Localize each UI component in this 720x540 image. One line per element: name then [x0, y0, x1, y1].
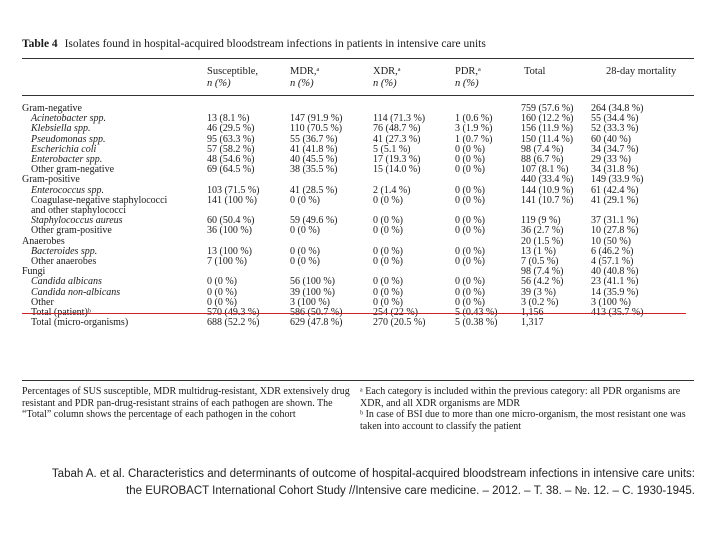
cell-mortality: 10 (50 %) — [591, 236, 631, 247]
cell-mdr — [290, 104, 373, 114]
cell-total: 440 (33.4 %) — [521, 175, 574, 186]
cell-mdr: 586 (50.7 %) — [290, 308, 343, 319]
cell-total — [521, 206, 591, 216]
cell-mortality: 14 (35.9 %) — [591, 287, 639, 298]
cell-pdr: 0 (0 %) — [455, 195, 485, 206]
cell-total: 56 (4.2 %) — [521, 277, 564, 288]
cell-xdr: 0 (0 %) — [373, 257, 403, 268]
col-header-pdr: PDR,ᵃ n (%) — [455, 66, 481, 89]
cell-mdr: 0 (0 %) — [290, 226, 320, 237]
table-label: Table 4 — [22, 38, 58, 50]
cell-total: 141 (10.7 %) — [521, 195, 574, 206]
row-label: Anaerobes — [22, 236, 65, 247]
cell-xdr: 41 (27.3 %) — [373, 134, 421, 145]
cell-susceptible: 57 (58.2 %) — [207, 144, 255, 155]
cell-xdr: 270 (20.5 %) — [373, 318, 426, 329]
cell-pdr: 0 (0 %) — [455, 297, 485, 308]
footnote-right — [360, 386, 694, 432]
cell-susceptible: 0 (0 %) — [207, 287, 237, 298]
footnote-left: Percentages of SUS susceptible, MDR multidrug-resistant, XDR extensively drug resistant and PDR pan-drug-resistant strains of each pathogen are shown. The “Total” column shows the percentage of each pathogen in the cohort — [22, 386, 350, 421]
cell-pdr: 0 (0 %) — [455, 226, 485, 237]
cell-susceptible: 48 (54.6 %) — [207, 155, 255, 166]
cell-mortality: 41 (29.1 %) — [591, 195, 639, 206]
table-row — [22, 226, 694, 236]
cell-pdr: 0 (0 %) — [455, 277, 485, 288]
cell-xdr: 15 (14.0 %) — [373, 165, 421, 176]
cell-mdr: 55 (36.7 %) — [290, 134, 338, 145]
row-label: Candida albicans — [31, 277, 102, 288]
cell-xdr — [373, 206, 455, 216]
col-header-mdr: MDR,ᵃ n (%) — [290, 66, 320, 89]
cell-mdr — [290, 175, 373, 185]
row-label: Pseudomonas spp. — [31, 134, 106, 145]
cell-susceptible: 688 (52.2 %) — [207, 318, 260, 329]
cell-susceptible: 141 (100 %) — [207, 195, 257, 206]
cell-pdr: 0 (0 %) — [455, 144, 485, 155]
cell-mortality: 413 (35.7 %) — [591, 308, 644, 319]
row-label: Klebsiella spp. — [31, 124, 91, 135]
cell-total: 156 (11.9 %) — [521, 124, 574, 135]
cell-total: 1,317 — [521, 318, 544, 329]
table-row — [22, 216, 694, 226]
cell-mdr: 41 (28.5 %) — [290, 185, 338, 196]
col-header-xdr: XDR,ᵃ n (%) — [373, 66, 401, 89]
cell-xdr: 17 (19.3 %) — [373, 155, 421, 166]
cell-pdr — [455, 175, 521, 185]
cell-susceptible: 60 (50.4 %) — [207, 216, 255, 227]
header-rule — [22, 95, 694, 96]
cell-mortality: 37 (31.1 %) — [591, 216, 639, 227]
cell-xdr: 0 (0 %) — [373, 216, 403, 227]
col-header-susceptible: Susceptible, n (%) — [207, 66, 259, 89]
row-label: Total (patient)ᵇ — [31, 308, 91, 319]
cell-mdr: 40 (45.5 %) — [290, 155, 338, 166]
table-row — [22, 247, 694, 257]
cell-total: 36 (2.7 %) — [521, 226, 564, 237]
cell-susceptible: 95 (63.3 %) — [207, 134, 255, 145]
cell-total: 160 (12.2 %) — [521, 114, 574, 125]
footnote-b: ᵇ In case of BSI due to more than one micro-organism, the most resistant one was taken into account to classify the patient — [360, 409, 686, 432]
table-row — [22, 165, 694, 175]
cell-total: 144 (10.9 %) — [521, 185, 574, 196]
cell-mortality: 149 (33.9 %) — [591, 175, 644, 186]
cell-pdr: 0 (0 %) — [455, 185, 485, 196]
cell-mdr: 110 (70.5 %) — [290, 124, 343, 135]
citation: Tabah A. et al. Characteristics and determinants of outcome of hospital-acquired bloodstream infections in intensive care units: the EUROBACT International Cohort Study //Intensive care medicine. – 2012. – Т. 38. – №. 12. – С. 1930-1945. — [51, 468, 695, 497]
cell-mortality: 6 (46.2 %) — [591, 246, 634, 257]
cell-mortality: 29 (33 %) — [591, 155, 631, 166]
table-title — [22, 38, 486, 50]
cell-mdr: 629 (47.8 %) — [290, 318, 343, 329]
table-row — [22, 277, 694, 287]
cell-total: 107 (8.1 %) — [521, 165, 569, 176]
cell-mortality: 4 (57.1 %) — [591, 257, 634, 268]
cell-total: 7 (0.5 %) — [521, 257, 559, 268]
table-row — [22, 175, 694, 185]
fungi-highlight-line — [22, 313, 686, 314]
bottom-rule — [22, 380, 694, 381]
cell-mdr: 39 (100 %) — [290, 287, 335, 298]
cell-mortality: 3 (100 %) — [591, 297, 631, 308]
cell-xdr — [373, 267, 455, 277]
row-label: Gram-positive — [22, 175, 80, 186]
cell-total: 98 (7.4 %) — [521, 267, 564, 278]
row-label: Candida non-albicans — [31, 287, 121, 298]
row-label: Total (micro-organisms) — [31, 318, 129, 329]
cell-xdr: 2 (1.4 %) — [373, 185, 411, 196]
cell-total: 98 (7.4 %) — [521, 144, 564, 155]
cell-xdr: 254 (22 %) — [373, 308, 418, 319]
table-row — [22, 257, 694, 267]
cell-pdr: 0 (0 %) — [455, 165, 485, 176]
cell-mdr: 38 (35.5 %) — [290, 165, 338, 176]
cell-pdr: 3 (1.9 %) — [455, 124, 493, 135]
cell-total: 20 (1.5 %) — [521, 236, 564, 247]
table-title-text: Isolates found in hospital-acquired bloodstream infections in patients in intensive care units — [64, 38, 486, 50]
cell-susceptible: 7 (100 %) — [207, 257, 247, 268]
cell-mdr: 0 (0 %) — [290, 195, 320, 206]
cell-total: 13 (1 %) — [521, 246, 556, 257]
cell-mortality: 60 (40 %) — [591, 134, 631, 145]
cell-mdr — [290, 267, 373, 277]
cell-mdr — [290, 206, 373, 216]
cell-total: 88 (6.7 %) — [521, 155, 564, 166]
table-row — [22, 104, 694, 114]
cell-mdr: 56 (100 %) — [290, 277, 335, 288]
cell-xdr — [373, 175, 455, 185]
row-label: Enterobacter spp. — [31, 155, 103, 166]
cell-pdr — [455, 267, 521, 277]
cell-mortality: 34 (31.8 %) — [591, 165, 639, 176]
row-label: Other anaerobes — [31, 257, 97, 268]
cell-pdr: 5 (0.38 %) — [455, 318, 498, 329]
cell-pdr: 0 (0 %) — [455, 257, 485, 268]
cell-pdr: 0 (0 %) — [455, 155, 485, 166]
cell-mortality: 23 (41.1 %) — [591, 277, 639, 288]
cell-mdr: 59 (49.6 %) — [290, 216, 338, 227]
table-row — [22, 206, 694, 216]
cell-pdr: 0 (0 %) — [455, 246, 485, 257]
cell-susceptible: 570 (49.3 %) — [207, 308, 260, 319]
cell-total: 759 (57.6 %) — [521, 104, 574, 114]
table-row — [22, 186, 694, 196]
cell-xdr: 0 (0 %) — [373, 287, 403, 298]
cell-susceptible: 69 (64.5 %) — [207, 165, 255, 176]
cell-mdr: 0 (0 %) — [290, 257, 320, 268]
cell-susceptible: 13 (100 %) — [207, 246, 252, 257]
cell-susceptible: 13 (8.1 %) — [207, 114, 250, 125]
cell-xdr: 0 (0 %) — [373, 297, 403, 308]
cell-mortality: 10 (27.8 %) — [591, 226, 639, 237]
cell-mortality — [591, 318, 694, 328]
cell-mortality: 52 (33.3 %) — [591, 124, 639, 135]
cell-xdr: 0 (0 %) — [373, 226, 403, 237]
row-label: Other — [31, 297, 54, 308]
cell-susceptible: 46 (29.5 %) — [207, 124, 255, 135]
cell-xdr: 114 (71.3 %) — [373, 114, 426, 125]
cell-total: 1,156 — [521, 308, 544, 319]
cell-susceptible — [207, 104, 290, 114]
cell-xdr: 76 (48.7 %) — [373, 124, 421, 135]
cell-susceptible — [207, 206, 290, 216]
cell-total: 119 (9 %) — [521, 216, 561, 227]
cell-mortality: 34 (34.7 %) — [591, 144, 639, 155]
row-label: Other gram-negative — [31, 165, 115, 176]
row-label: Enterococcus spp. — [31, 185, 104, 196]
cell-pdr — [455, 104, 521, 114]
cell-mortality: 264 (34.8 %) — [591, 104, 644, 114]
row-label: Other gram-positive — [31, 226, 112, 237]
cell-susceptible: 36 (100 %) — [207, 226, 252, 237]
table-row — [22, 155, 694, 165]
table-row — [22, 298, 694, 308]
cell-xdr — [373, 237, 455, 247]
cell-xdr: 0 (0 %) — [373, 277, 403, 288]
cell-mdr: 0 (0 %) — [290, 246, 320, 257]
cell-pdr: 0 (0 %) — [455, 287, 485, 298]
table-row — [22, 135, 694, 145]
cell-mortality: 61 (42.4 %) — [591, 185, 639, 196]
cell-susceptible: 103 (71.5 %) — [207, 185, 260, 196]
cell-susceptible: 0 (0 %) — [207, 277, 237, 288]
table-row — [22, 114, 694, 124]
row-label: Bacteroides spp. — [31, 246, 98, 257]
cell-mdr: 147 (91.9 %) — [290, 114, 343, 125]
cell-mortality: 40 (40.8 %) — [591, 267, 639, 278]
table-row — [22, 237, 694, 247]
table-row — [22, 288, 694, 298]
col-header-mortality: 28-day mortality — [606, 66, 677, 77]
cell-xdr: 0 (0 %) — [373, 195, 403, 206]
row-label: Gram-negative — [22, 104, 82, 114]
table-row — [22, 124, 694, 134]
table-row — [22, 145, 694, 155]
col-header-total: Total — [524, 66, 546, 77]
cell-pdr: 5 (0.43 %) — [455, 308, 498, 319]
cell-mortality: 55 (34.4 %) — [591, 114, 639, 125]
top-rule — [22, 58, 694, 59]
cell-pdr: 1 (0.6 %) — [455, 114, 493, 125]
row-label: Staphylococcus aureus — [31, 216, 123, 227]
cell-xdr: 5 (5.1 %) — [373, 144, 411, 155]
table-row — [22, 196, 694, 206]
cell-pdr: 0 (0 %) — [455, 216, 485, 227]
cell-mdr: 41 (41.8 %) — [290, 144, 338, 155]
cell-total: 39 (3 %) — [521, 287, 556, 298]
isolates-table — [22, 104, 694, 328]
row-label: Fungi — [22, 267, 46, 278]
table-row — [22, 267, 694, 277]
cell-susceptible — [207, 175, 290, 185]
cell-pdr — [455, 206, 521, 216]
cell-susceptible: 0 (0 %) — [207, 297, 237, 308]
cell-total: 3 (0.2 %) — [521, 297, 559, 308]
cell-mdr: 3 (100 %) — [290, 297, 330, 308]
cell-xdr — [373, 104, 455, 114]
cell-mdr — [290, 237, 373, 247]
cell-mortality — [591, 206, 694, 216]
row-label: Escherichia coli — [31, 144, 97, 155]
cell-xdr: 0 (0 %) — [373, 246, 403, 257]
row-label: and other staphylococci — [31, 206, 126, 217]
row-label: Acinetobacter spp. — [31, 114, 106, 125]
cell-total: 150 (11.4 %) — [521, 134, 574, 145]
cell-pdr — [455, 237, 521, 247]
cell-pdr: 1 (0.7 %) — [455, 134, 493, 145]
cell-susceptible — [207, 267, 290, 277]
footnote-a: ᵃ Each category is included within the previous category: all PDR organisms are XDR, and all XDR organisms are MDR — [360, 386, 681, 409]
table-row — [22, 318, 694, 328]
row-label: Coagulase-negative staphylococci — [31, 195, 168, 206]
cell-susceptible — [207, 237, 290, 247]
